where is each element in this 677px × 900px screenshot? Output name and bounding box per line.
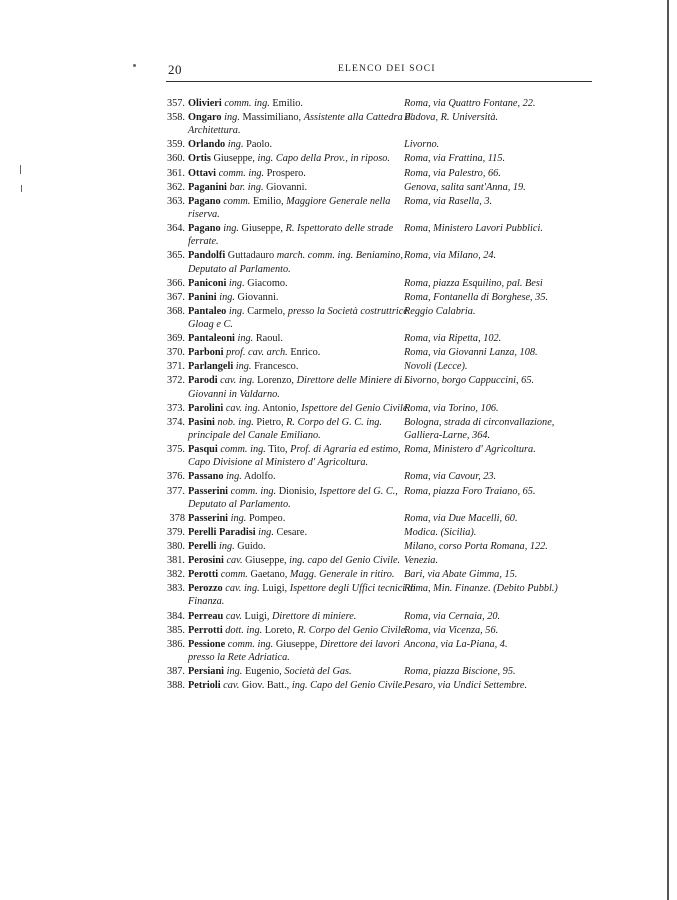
member-surname: Perreau (188, 610, 224, 622)
member-description (158, 610, 419, 623)
member-title: comm. ing. (220, 444, 266, 456)
member-entry (158, 97, 588, 110)
member-title: cav. (223, 680, 240, 692)
member-description (158, 485, 419, 511)
member-given-name: Giuseppe, (213, 153, 255, 165)
entry-number: 372. (166, 375, 185, 387)
member-given-name: Pompeo. (248, 512, 286, 524)
member-surname: Perosini (188, 555, 224, 567)
member-surname: Perozzo (188, 583, 223, 595)
member-description (158, 111, 419, 137)
member-title: ing. (258, 526, 274, 538)
member-surname: Parboni (188, 347, 224, 359)
member-entry (158, 360, 588, 373)
member-entry (158, 277, 588, 290)
member-position: ing. capo del Genio Civile. (289, 555, 401, 567)
member-given-name: Emilio. (272, 98, 303, 109)
member-surname: Olivieri (188, 98, 222, 109)
member-address: Bologna, strada di circonvallazione, Galliera-Larne, 364. (404, 416, 555, 442)
member-description (158, 152, 419, 165)
member-given-name: Emilio, (252, 195, 284, 207)
member-entry (158, 195, 588, 221)
entry-number: 386. (166, 638, 185, 650)
member-description (158, 195, 419, 221)
running-title: ELENCO DEI SOCI (338, 64, 436, 74)
member-entry (158, 416, 588, 442)
member-surname: Petrioli (188, 680, 221, 692)
member-title: ing. (226, 666, 243, 678)
member-title: ing. (218, 540, 235, 552)
member-address: Ancona, via La-Piana, 4. (404, 638, 508, 650)
member-address: Roma, via Cernaia, 20. (404, 610, 501, 622)
member-given-name: Giacomo. (247, 277, 288, 289)
member-surname: Paniconi (188, 277, 227, 289)
entry-number: 379. (166, 526, 185, 538)
member-surname: Orlando (188, 139, 226, 151)
member-position: Magg. Generale in ritiro. (289, 569, 395, 581)
member-surname: Pasini (188, 416, 215, 428)
member-given-name: Giuseppe, (241, 223, 283, 235)
member-list (158, 97, 588, 692)
entry-number: 361. (166, 167, 185, 179)
member-surname: Panini (188, 291, 217, 303)
member-description (158, 97, 419, 110)
entry-number: 358. (166, 112, 185, 124)
scan-speck (21, 185, 22, 192)
member-description (158, 332, 419, 345)
member-address: Pesaro, via Undici Settembre. (404, 680, 528, 692)
entry-number: 378 (169, 512, 185, 524)
member-surname: Persiani (188, 666, 225, 678)
member-surname: Ortis (188, 153, 211, 165)
member-description (158, 443, 419, 469)
member-description (158, 638, 419, 664)
member-entry (158, 638, 588, 664)
member-entry (158, 111, 588, 137)
entry-number: 366. (166, 277, 185, 289)
member-title: cav. ing. (225, 583, 260, 595)
entry-number: 376. (166, 471, 185, 483)
member-address: Roma, via Quattro Fontane, 22. (404, 98, 536, 109)
member-given-name: Carmelo, (247, 305, 286, 317)
member-title: prof. cav. arch. (226, 347, 288, 359)
member-given-name: Tito, (268, 444, 288, 456)
member-surname: Ottavi (188, 167, 217, 179)
member-title: cav. (225, 610, 242, 622)
member-address: Roma, via Cavour, 23. (404, 471, 497, 483)
member-given-name: Cesare. (276, 526, 308, 538)
member-title: comm. (223, 195, 251, 207)
member-description (158, 360, 419, 373)
member-entry (158, 152, 588, 165)
member-position: Maggiore Generale nella riserva. (188, 195, 391, 220)
member-entry (158, 554, 588, 567)
member-given-name: Eugenio, (244, 666, 282, 678)
member-given-name: Guido. (237, 540, 266, 552)
member-title: comm. ing. (218, 167, 265, 179)
member-given-name: Lorenzo, (257, 375, 295, 387)
member-entry (158, 665, 588, 678)
page-edge-rule (667, 0, 669, 900)
member-address: Roma, piazza Foro Traiano, 65. (404, 485, 536, 497)
member-entry (158, 181, 588, 194)
member-address: Roma, via Giovanni Lanza, 108. (404, 347, 538, 359)
entry-number: 359. (166, 139, 185, 151)
member-address: Roma, via Palestro, 66. (404, 167, 501, 179)
member-description (158, 249, 419, 275)
member-given-name: Pietro, (256, 416, 284, 428)
member-entry (158, 167, 588, 180)
member-entry (158, 332, 588, 345)
member-description (158, 540, 419, 553)
member-entry (158, 402, 588, 415)
member-title: ing. (226, 471, 242, 483)
member-description (158, 402, 419, 415)
member-given-name: Guttadauro (227, 250, 275, 262)
member-position: Assistente alla Cattedra d' Architettura. (188, 112, 413, 137)
member-title: ing. (228, 305, 245, 317)
member-description (158, 554, 419, 567)
member-description (158, 222, 419, 248)
member-position: Ispettore del Genio Civile. (301, 402, 411, 414)
member-given-name: Antonio, (262, 402, 299, 414)
member-title: cav. (226, 555, 243, 567)
entry-number: 388. (166, 680, 185, 692)
member-address: Roma, via Rasella, 3. (404, 195, 493, 207)
member-title: ing. (235, 361, 252, 373)
entry-number: 368. (166, 305, 185, 317)
entry-number: 385. (166, 624, 185, 636)
member-address: Livorno, borgo Cappuccini, 65. (404, 375, 535, 387)
scan-speck (20, 165, 21, 174)
member-entry (158, 443, 588, 469)
member-description (158, 568, 419, 581)
member-position: Ispettore del G. C., Deputato al Parlamento. (188, 485, 398, 510)
member-title: comm. ing. (224, 98, 270, 109)
member-surname: Pandolfi (188, 250, 226, 262)
member-position: Direttore delle Miniere di S. Giovanni in Valdarno. (188, 375, 413, 400)
member-given-name: Adolfo. (243, 471, 276, 483)
member-position: presso la Società costruttrice Gloag e C. (188, 305, 408, 331)
entry-number: 370. (166, 347, 185, 359)
member-address: Milano, corso Porta Romana, 122. (404, 540, 548, 552)
member-surname: Passerini (188, 485, 229, 497)
member-title: ing. (237, 333, 254, 345)
member-surname: Passano (188, 471, 224, 483)
member-description (158, 346, 419, 359)
entry-number: 375. (166, 444, 185, 456)
member-title: ing. (228, 277, 245, 289)
entry-number: 357. (166, 98, 185, 109)
member-address: Venezia. (404, 555, 439, 567)
entry-number: 377. (166, 485, 185, 497)
member-address: Bari, via Abate Gimma, 15. (404, 569, 518, 581)
member-entry (158, 610, 588, 623)
member-title: ing. (227, 139, 244, 151)
member-description (158, 291, 419, 304)
member-title: comm. (220, 569, 248, 581)
entry-number: 363. (166, 195, 185, 207)
member-entry (158, 512, 588, 525)
member-surname: Pasqui (188, 444, 218, 456)
member-description (158, 277, 419, 290)
member-address: Roma, via Milano, 24. (404, 250, 497, 262)
member-position: march. comm. ing. Beniamino, Deputato al Parlamento. (188, 250, 403, 275)
page-number: 20 (168, 62, 182, 77)
member-position: Società del Gas. (284, 666, 352, 678)
entry-number: 367. (166, 291, 185, 303)
member-given-name: Prospero. (266, 167, 306, 179)
member-title: cav. ing. (220, 375, 255, 387)
member-address: Roma, via Due Macelli, 60. (404, 512, 518, 524)
member-entry (158, 568, 588, 581)
member-surname: Perotti (188, 569, 219, 581)
entry-number: 360. (166, 153, 185, 165)
member-title: bar. ing. (229, 181, 264, 193)
member-given-name: Raoul. (255, 333, 283, 345)
member-position: Prof. di Agraria ed estimo, Capo Divisione al Ministero d' Agricoltura. (188, 444, 401, 469)
entry-number: 382. (166, 569, 185, 581)
member-surname: Paganini (188, 181, 227, 193)
member-surname: Parlangeli (188, 361, 234, 373)
member-surname: Parodi (188, 375, 218, 387)
member-address: Novoli (Lecce). (404, 361, 468, 373)
member-address: Roma, Fontanella di Borghese, 35. (404, 291, 549, 303)
member-given-name: Francesco. (254, 361, 299, 373)
header-rule (166, 81, 592, 82)
member-surname: Parolini (188, 402, 224, 414)
entry-number: 364. (166, 223, 185, 235)
entry-number: 365. (166, 250, 185, 262)
member-given-name: Luigi, (244, 610, 270, 622)
entry-number: 384. (166, 610, 185, 622)
member-entry (158, 624, 588, 637)
scan-speck (133, 64, 136, 67)
member-address: Roma, Ministero Lavori Pubblici. (404, 223, 543, 235)
member-entry (158, 305, 588, 331)
member-given-name: Giovanni. (266, 181, 308, 193)
member-description (158, 181, 419, 194)
member-address: Roma, Ministero d' Agricoltura. (404, 444, 536, 456)
member-description (158, 416, 419, 442)
member-surname: Ongaro (188, 112, 222, 124)
entry-number: 380. (166, 540, 185, 552)
member-address: Roma, via Vicenza, 56. (404, 624, 499, 636)
member-description (158, 679, 419, 692)
member-position: Direttore di miniere. (272, 610, 357, 622)
member-title: ing. (224, 112, 240, 124)
member-entry (158, 291, 588, 304)
member-position: ing. Capo della Prov., in riposo. (257, 153, 390, 165)
member-given-name: Enrico. (290, 347, 321, 359)
member-position: R. Corpo del Genio Civile. (297, 624, 408, 636)
member-address: Roma, via Frattina, 115. (404, 153, 506, 165)
member-address: Roma, via Torino, 106. (404, 402, 499, 414)
member-surname: Perelli Paradisi (188, 526, 256, 538)
member-description (158, 526, 419, 539)
entry-number: 362. (166, 181, 185, 193)
member-entry (158, 582, 588, 608)
member-address: Padova, R. Università. (404, 112, 499, 124)
member-given-name: Giovanni. (237, 291, 279, 303)
member-given-name: Paolo. (246, 139, 273, 151)
member-surname: Perelli (188, 540, 217, 552)
member-title: comm. ing. (230, 485, 277, 497)
member-entry (158, 540, 588, 553)
member-given-name: Giov. Batt., (241, 680, 290, 692)
member-surname: Passerini (188, 512, 229, 524)
member-entry (158, 222, 588, 248)
member-title: ing. (230, 512, 247, 524)
member-description (158, 305, 419, 331)
member-title: dott. ing. (225, 624, 263, 636)
member-given-name: Gaetano, (250, 569, 288, 581)
member-position: R. Ispettorato delle strade ferrate. (188, 223, 394, 248)
member-given-name: Loreto, (264, 624, 295, 636)
member-surname: Pantaleo (188, 305, 227, 317)
entry-number: 387. (166, 666, 185, 678)
member-title: ing. (223, 223, 239, 235)
member-description (158, 512, 419, 525)
entry-number: 371. (166, 361, 185, 373)
member-description (158, 374, 419, 400)
member-description (158, 167, 419, 180)
member-address: Genova, salita sant'Anna, 19. (404, 181, 526, 193)
member-given-name: Giuseppe, (245, 555, 287, 567)
member-surname: Pagano (188, 195, 221, 207)
member-surname: Pantaleoni (188, 333, 235, 345)
page-header (168, 62, 592, 78)
member-surname: Perrotti (188, 624, 223, 636)
member-entry (158, 249, 588, 275)
member-given-name: Luigi, (262, 583, 288, 595)
entry-number: 374. (166, 416, 185, 428)
member-description (158, 582, 419, 608)
member-given-name: Dionisio, (278, 485, 317, 497)
member-address: Reggio Calabria. (404, 305, 476, 317)
member-address: Roma, piazza Biscione, 95. (404, 666, 516, 678)
member-given-name: Massimiliano, (242, 112, 302, 124)
member-title: comm. ing. (227, 638, 274, 650)
member-description (158, 665, 419, 678)
entry-number: 373. (166, 402, 185, 414)
entry-number: 381. (166, 555, 185, 567)
entry-number: 369. (166, 333, 185, 345)
member-given-name: Giuseppe, (275, 638, 318, 650)
entry-number: 383. (166, 583, 185, 595)
member-position: Ispettore degli Uffici tecnici di Finanza. (188, 583, 416, 608)
member-entry (158, 470, 588, 483)
member-description (158, 470, 419, 483)
member-position: R. Corpo del G. C. ing. principale del Canale Emiliano. (188, 416, 382, 442)
member-surname: Pagano (188, 223, 221, 235)
member-entry (158, 374, 588, 400)
member-entry (158, 346, 588, 359)
member-surname: Pessione (188, 638, 226, 650)
member-position: ing. Capo del Genio Civile. (291, 680, 406, 692)
member-entry (158, 485, 588, 511)
member-description (158, 624, 419, 637)
member-position: Direttore dei lavori presso la Rete Adriatica. (188, 638, 400, 663)
member-title: nob. ing. (217, 416, 254, 428)
member-address: Roma, via Ripetta, 102. (404, 333, 502, 345)
member-entry (158, 679, 588, 692)
member-address: Modica. (Sicilia). (404, 526, 477, 538)
member-title: ing. (219, 291, 235, 303)
member-entry (158, 526, 588, 539)
member-entry (158, 138, 588, 151)
member-address: Roma, Min. Finanze. (Debito Pubbl.) (404, 583, 558, 595)
member-title: cav. ing. (225, 402, 261, 414)
member-address: Livorno. (404, 139, 440, 151)
member-description (158, 138, 419, 151)
member-address: Roma, piazza Esquilino, pal. Besi (404, 277, 543, 289)
